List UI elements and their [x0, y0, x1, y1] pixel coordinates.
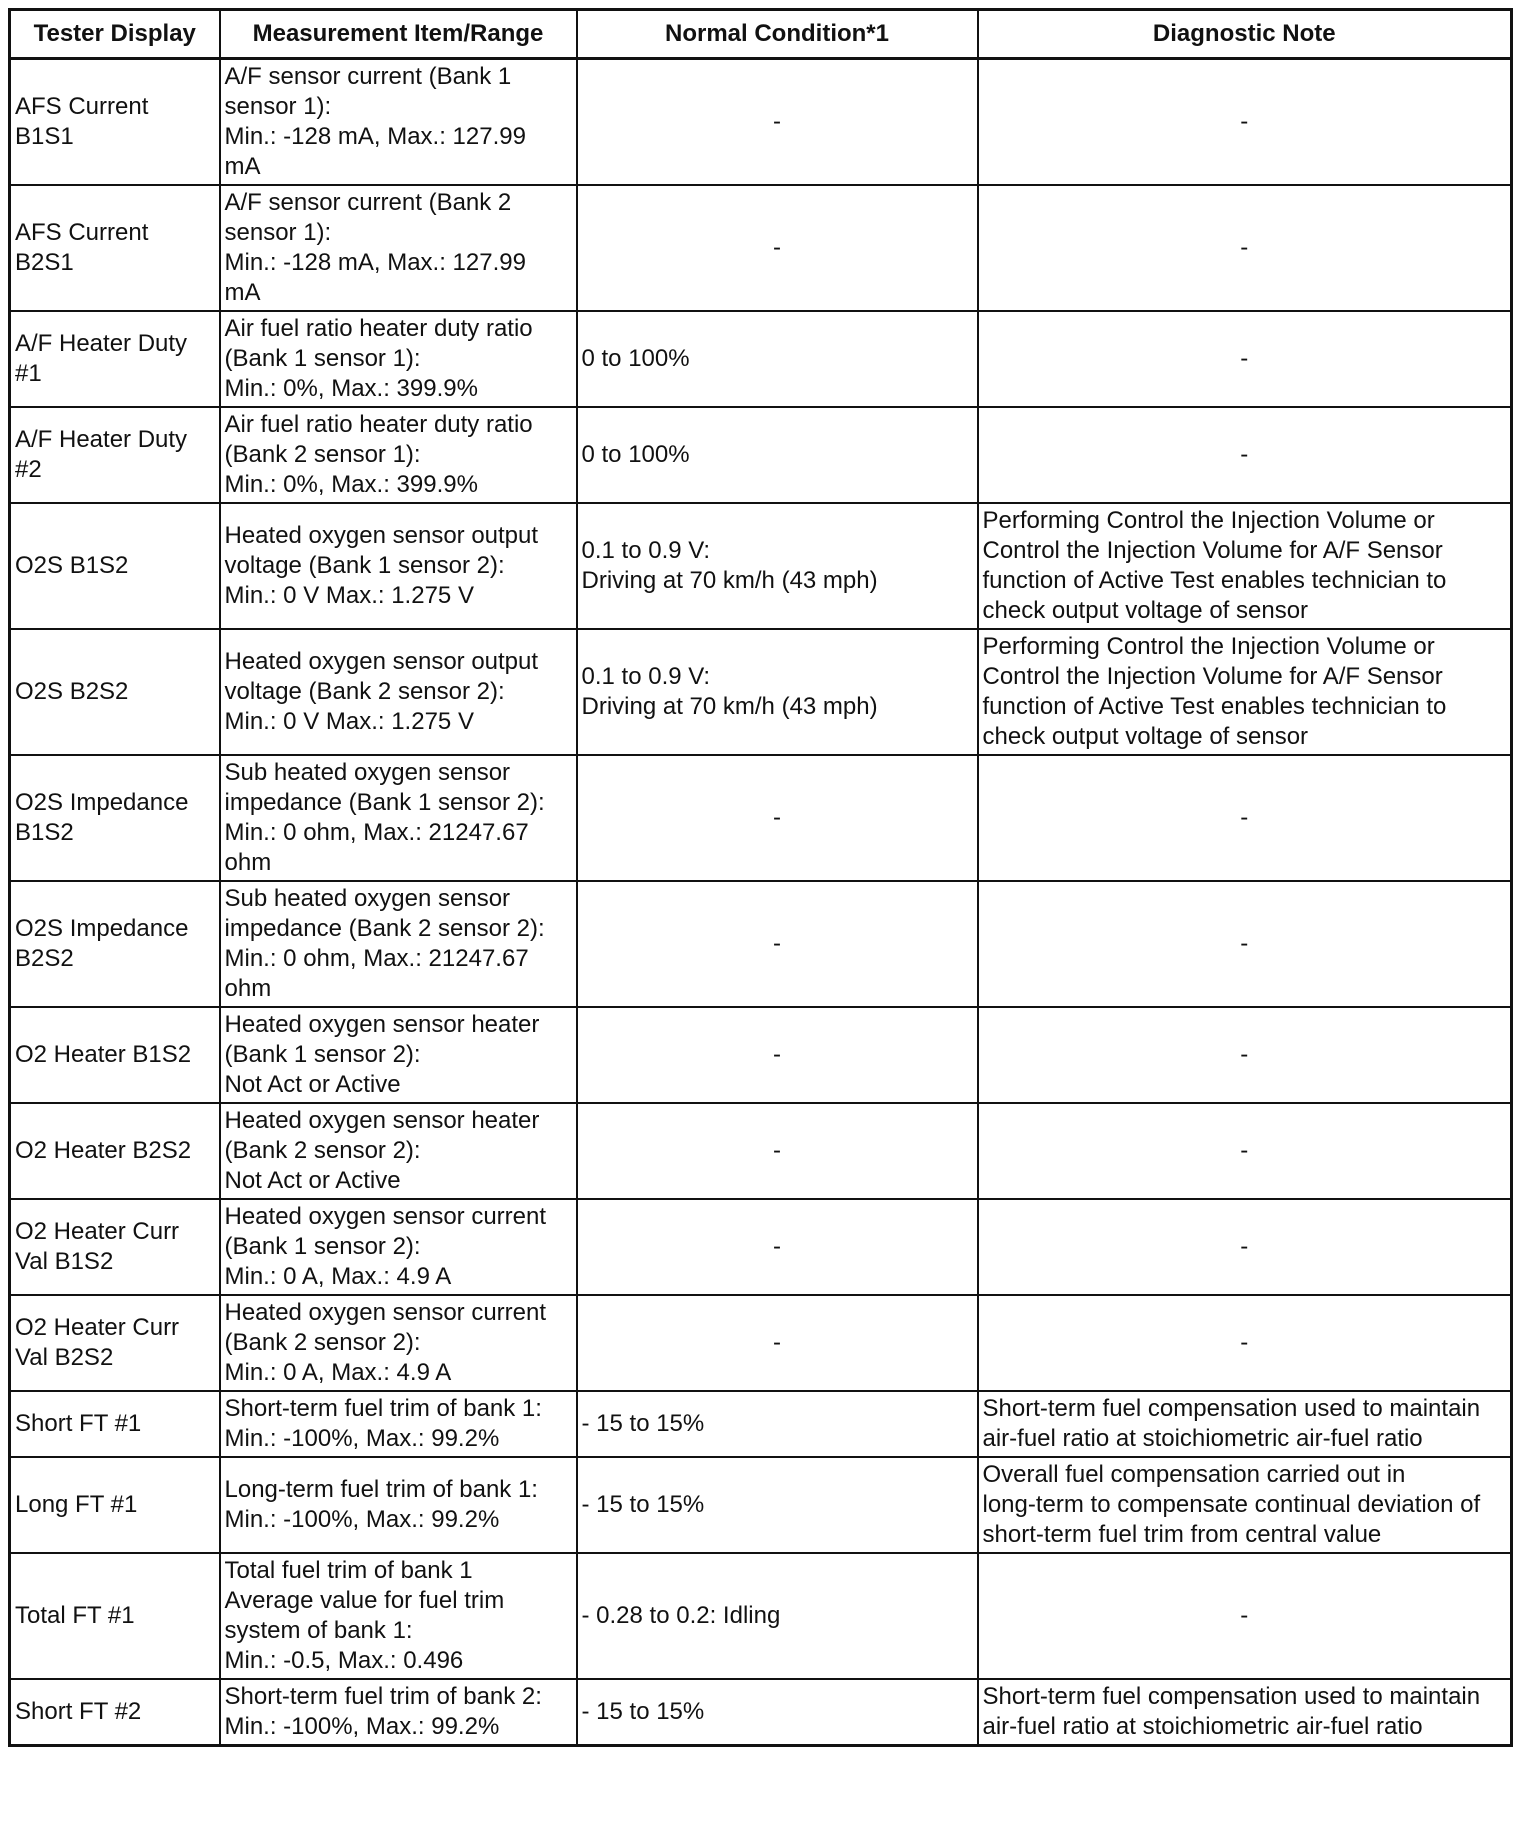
header-measurement-item: Measurement Item/Range [220, 10, 577, 59]
cell-text-line: - [1240, 1137, 1249, 1164]
table-row [10, 1457, 1512, 1553]
cell-tester-display [10, 59, 220, 186]
cell-text-line: - [773, 1329, 781, 1356]
data-list-table [8, 8, 1513, 1747]
cell-text-line: B2S2 [15, 945, 74, 972]
cell-text-line: Val B1S2 [15, 1248, 114, 1275]
cell-text-line: voltage (Bank 1 sensor 2): [224, 552, 505, 579]
cell-text-line: O2 Heater Curr [15, 1314, 180, 1341]
cell-normal-condition [577, 311, 978, 407]
cell-text-line: - 15 to 15% [581, 1698, 705, 1725]
cell-text-line: system of bank 1: [224, 1617, 413, 1644]
header-tester-display: Tester Display [10, 10, 220, 59]
cell-text-line: Min.: 0 ohm, Max.: 21247.67 [224, 819, 529, 846]
cell-tester-display [10, 185, 220, 311]
cell-text-line: Not Act or Active [224, 1167, 401, 1194]
cell-text-line: B2S1 [15, 249, 74, 276]
cell-diagnostic-note [978, 1199, 1512, 1295]
table-row [10, 1553, 1512, 1679]
cell-text-line: Min.: -0.5, Max.: 0.496 [224, 1647, 464, 1674]
cell-tester-display [10, 1295, 220, 1391]
cell-text-line: Control the Injection Volume for A/F Sensor [982, 537, 1443, 564]
cell-text-line: Sub heated oxygen sensor [224, 759, 511, 786]
cell-measurement-item [220, 1553, 577, 1679]
cell-text-line: 0 to 100% [581, 345, 690, 372]
cell-measurement-item [220, 59, 577, 186]
cell-text-line: - [1240, 108, 1249, 135]
cell-measurement-item [220, 185, 577, 311]
cell-diagnostic-note [978, 1553, 1512, 1679]
cell-text-line: Average value for fuel trim [224, 1587, 505, 1614]
cell-text-line: Air fuel ratio heater duty ratio [224, 411, 533, 438]
cell-tester-display [10, 1199, 220, 1295]
cell-text-line: Heated oxygen sensor heater [224, 1011, 540, 1038]
cell-text-line: Min.: 0%, Max.: 399.9% [224, 375, 478, 402]
table-row [10, 503, 1512, 629]
cell-text-line: Val B2S2 [15, 1344, 114, 1371]
header-diagnostic-note: Diagnostic Note [978, 10, 1512, 59]
cell-normal-condition [577, 881, 978, 1007]
cell-measurement-item [220, 503, 577, 629]
cell-text-line: - [773, 1137, 781, 1164]
cell-diagnostic-note [978, 1679, 1512, 1746]
cell-normal-condition [577, 629, 978, 755]
cell-text-line: B1S1 [15, 123, 74, 150]
table-row [10, 1103, 1512, 1199]
cell-measurement-item [220, 629, 577, 755]
cell-text-line: check output voltage of sensor [982, 723, 1309, 750]
header-normal-condition: Normal Condition*1 [577, 10, 978, 59]
cell-measurement-item [220, 311, 577, 407]
cell-text-line: (Bank 1 sensor 2): [224, 1041, 421, 1068]
cell-text-line: mA [224, 279, 261, 306]
cell-text-line: Short-term fuel compensation used to maintain [982, 1395, 1481, 1422]
cell-text-line: A/F sensor current (Bank 2 [224, 189, 512, 216]
cell-text-line: A/F Heater Duty [15, 330, 188, 357]
cell-text-line: O2S Impedance [15, 789, 189, 816]
cell-normal-condition [577, 1295, 978, 1391]
cell-diagnostic-note [978, 755, 1512, 881]
table-row [10, 1391, 1512, 1457]
cell-text-line: Heated oxygen sensor output [224, 648, 539, 675]
cell-text-line: Min.: 0 ohm, Max.: 21247.67 [224, 945, 529, 972]
cell-text-line: Heated oxygen sensor output [224, 522, 539, 549]
cell-text-line: ohm [224, 849, 272, 876]
cell-diagnostic-note [978, 881, 1512, 1007]
cell-text-line: 0 to 100% [581, 441, 690, 468]
cell-text-line: mA [224, 153, 261, 180]
cell-normal-condition [577, 185, 978, 311]
cell-normal-condition [577, 1457, 978, 1553]
cell-text-line: - [1240, 1233, 1249, 1260]
cell-normal-condition [577, 1199, 978, 1295]
cell-text-line: voltage (Bank 2 sensor 2): [224, 678, 505, 705]
cell-measurement-item [220, 881, 577, 1007]
table-row [10, 755, 1512, 881]
cell-tester-display [10, 311, 220, 407]
cell-tester-display [10, 503, 220, 629]
cell-text-line: Long FT #1 [15, 1491, 138, 1518]
cell-tester-display [10, 1679, 220, 1746]
cell-text-line: Control the Injection Volume for A/F Sensor [982, 663, 1443, 690]
table-row [10, 1007, 1512, 1103]
table-row [10, 1679, 1512, 1746]
table-row [10, 881, 1512, 1007]
cell-text-line: AFS Current [15, 219, 149, 246]
cell-text-line: Heated oxygen sensor heater [224, 1107, 540, 1134]
cell-tester-display [10, 629, 220, 755]
cell-text-line: - [773, 234, 781, 261]
cell-normal-condition [577, 1679, 978, 1746]
cell-text-line: Driving at 70 km/h (43 mph) [581, 693, 878, 720]
table-row [10, 311, 1512, 407]
cell-text-line: (Bank 1 sensor 1): [224, 345, 421, 372]
cell-text-line: 0.1 to 0.9 V: [581, 663, 711, 690]
cell-normal-condition [577, 1103, 978, 1199]
cell-tester-display [10, 1007, 220, 1103]
cell-text-line: - 15 to 15% [581, 1410, 705, 1437]
cell-diagnostic-note [978, 185, 1512, 311]
cell-text-line: check output voltage of sensor [982, 597, 1309, 624]
cell-text-line: O2S B1S2 [15, 552, 129, 579]
cell-text-line: O2 Heater Curr [15, 1218, 180, 1245]
cell-text-line: #2 [15, 456, 42, 483]
cell-text-line: Short-term fuel trim of bank 2: [224, 1683, 542, 1710]
cell-text-line: - [773, 804, 781, 831]
cell-measurement-item [220, 755, 577, 881]
cell-text-line: O2S B2S2 [15, 678, 129, 705]
cell-text-line: - [1240, 1041, 1249, 1068]
cell-diagnostic-note [978, 629, 1512, 755]
table-body [10, 59, 1512, 1746]
cell-text-line: (Bank 2 sensor 1): [224, 441, 421, 468]
cell-text-line: Min.: 0 V Max.: 1.275 V [224, 708, 474, 735]
cell-text-line: Performing Control the Injection Volume or [982, 507, 1435, 534]
table-header-row [10, 10, 1512, 59]
cell-text-line: Air fuel ratio heater duty ratio [224, 315, 533, 342]
cell-normal-condition [577, 1553, 978, 1679]
cell-text-line: - [1240, 345, 1249, 372]
cell-diagnostic-note [978, 407, 1512, 503]
cell-text-line: Short FT #1 [15, 1410, 142, 1437]
cell-text-line: Not Act or Active [224, 1071, 401, 1098]
cell-text-line: function of Active Test enables technician to [982, 693, 1447, 720]
cell-text-line: Sub heated oxygen sensor [224, 885, 511, 912]
cell-text-line: Short-term fuel compensation used to maintain [982, 1683, 1481, 1710]
cell-tester-display [10, 755, 220, 881]
cell-normal-condition [577, 59, 978, 186]
cell-diagnostic-note [978, 1103, 1512, 1199]
cell-text-line: impedance (Bank 1 sensor 2): [224, 789, 545, 816]
cell-measurement-item [220, 407, 577, 503]
cell-text-line: - [1240, 441, 1249, 468]
cell-text-line: - [773, 1233, 781, 1260]
cell-measurement-item [220, 1457, 577, 1553]
cell-text-line: Min.: -100%, Max.: 99.2% [224, 1506, 500, 1533]
cell-text-line: O2 Heater B1S2 [15, 1041, 192, 1068]
cell-text-line: #1 [15, 360, 42, 387]
cell-text-line: Min.: 0%, Max.: 399.9% [224, 471, 478, 498]
cell-text-line: 0.1 to 0.9 V: [581, 537, 711, 564]
cell-text-line: sensor 1): [224, 93, 332, 120]
cell-text-line: - [773, 930, 781, 957]
cell-tester-display [10, 1457, 220, 1553]
cell-measurement-item [220, 1007, 577, 1103]
cell-text-line: - [1240, 804, 1249, 831]
cell-measurement-item [220, 1199, 577, 1295]
table-row [10, 629, 1512, 755]
cell-text-line: air-fuel ratio at stoichiometric air-fuel ratio [982, 1425, 1423, 1452]
cell-tester-display [10, 881, 220, 1007]
cell-text-line: Min.: 0 A, Max.: 4.9 A [224, 1359, 452, 1386]
cell-text-line: Long-term fuel trim of bank 1: [224, 1476, 538, 1503]
cell-text-line: Short-term fuel trim of bank 1: [224, 1395, 542, 1422]
cell-text-line: Min.: 0 V Max.: 1.275 V [224, 582, 474, 609]
cell-text-line: - [773, 1041, 781, 1068]
cell-normal-condition [577, 755, 978, 881]
cell-text-line: - [773, 108, 781, 135]
table-row [10, 185, 1512, 311]
cell-diagnostic-note [978, 1007, 1512, 1103]
cell-tester-display [10, 1391, 220, 1457]
cell-text-line: function of Active Test enables technician to [982, 567, 1447, 594]
cell-text-line: O2S Impedance [15, 915, 189, 942]
cell-text-line: - 0.28 to 0.2: Idling [581, 1602, 781, 1629]
cell-text-line: ohm [224, 975, 272, 1002]
cell-normal-condition [577, 407, 978, 503]
cell-text-line: - [1240, 1329, 1249, 1356]
cell-text-line: (Bank 1 sensor 2): [224, 1233, 421, 1260]
cell-text-line: A/F sensor current (Bank 1 [224, 63, 512, 90]
cell-text-line: long-term to compensate continual deviation of [982, 1491, 1481, 1518]
cell-text-line: (Bank 2 sensor 2): [224, 1329, 421, 1356]
cell-text-line: - [1240, 930, 1249, 957]
table-row [10, 1199, 1512, 1295]
cell-text-line: AFS Current [15, 93, 149, 120]
cell-text-line: Min.: -100%, Max.: 99.2% [224, 1425, 500, 1452]
cell-text-line: Min.: -128 mA, Max.: 127.99 [224, 249, 526, 276]
cell-diagnostic-note [978, 1391, 1512, 1457]
cell-text-line: Min.: -100%, Max.: 99.2% [224, 1713, 500, 1740]
cell-normal-condition [577, 503, 978, 629]
cell-text-line: Overall fuel compensation carried out in [982, 1461, 1406, 1488]
cell-text-line: impedance (Bank 2 sensor 2): [224, 915, 545, 942]
cell-measurement-item [220, 1391, 577, 1457]
cell-text-line: - 15 to 15% [581, 1491, 705, 1518]
cell-tester-display [10, 1553, 220, 1679]
cell-text-line: B1S2 [15, 819, 74, 846]
cell-normal-condition [577, 1391, 978, 1457]
cell-measurement-item [220, 1103, 577, 1199]
cell-diagnostic-note [978, 1295, 1512, 1391]
cell-tester-display [10, 407, 220, 503]
cell-text-line: - [1240, 234, 1249, 261]
cell-measurement-item [220, 1679, 577, 1746]
cell-text-line: Performing Control the Injection Volume or [982, 633, 1435, 660]
cell-text-line: short-term fuel trim from central value [982, 1521, 1382, 1548]
cell-text-line: (Bank 2 sensor 2): [224, 1137, 421, 1164]
cell-measurement-item [220, 1295, 577, 1391]
cell-text-line: - [1240, 1602, 1249, 1629]
cell-text-line: sensor 1): [224, 219, 332, 246]
table-row [10, 59, 1512, 186]
cell-text-line: air-fuel ratio at stoichiometric air-fuel ratio [982, 1713, 1423, 1740]
cell-text-line: Total fuel trim of bank 1 [224, 1557, 473, 1584]
cell-diagnostic-note [978, 59, 1512, 186]
cell-text-line: Min.: 0 A, Max.: 4.9 A [224, 1263, 452, 1290]
cell-text-line: Heated oxygen sensor current [224, 1299, 547, 1326]
cell-text-line: O2 Heater B2S2 [15, 1137, 192, 1164]
cell-text-line: Heated oxygen sensor current [224, 1203, 547, 1230]
cell-diagnostic-note [978, 1457, 1512, 1553]
table-row [10, 1295, 1512, 1391]
cell-text-line: Min.: -128 mA, Max.: 127.99 [224, 123, 526, 150]
cell-normal-condition [577, 1007, 978, 1103]
cell-tester-display [10, 1103, 220, 1199]
cell-text-line: Driving at 70 km/h (43 mph) [581, 567, 878, 594]
cell-text-line: Total FT #1 [15, 1602, 135, 1629]
table-row [10, 407, 1512, 503]
cell-diagnostic-note [978, 311, 1512, 407]
cell-text-line: A/F Heater Duty [15, 426, 188, 453]
cell-text-line: Short FT #2 [15, 1698, 142, 1725]
cell-diagnostic-note [978, 503, 1512, 629]
